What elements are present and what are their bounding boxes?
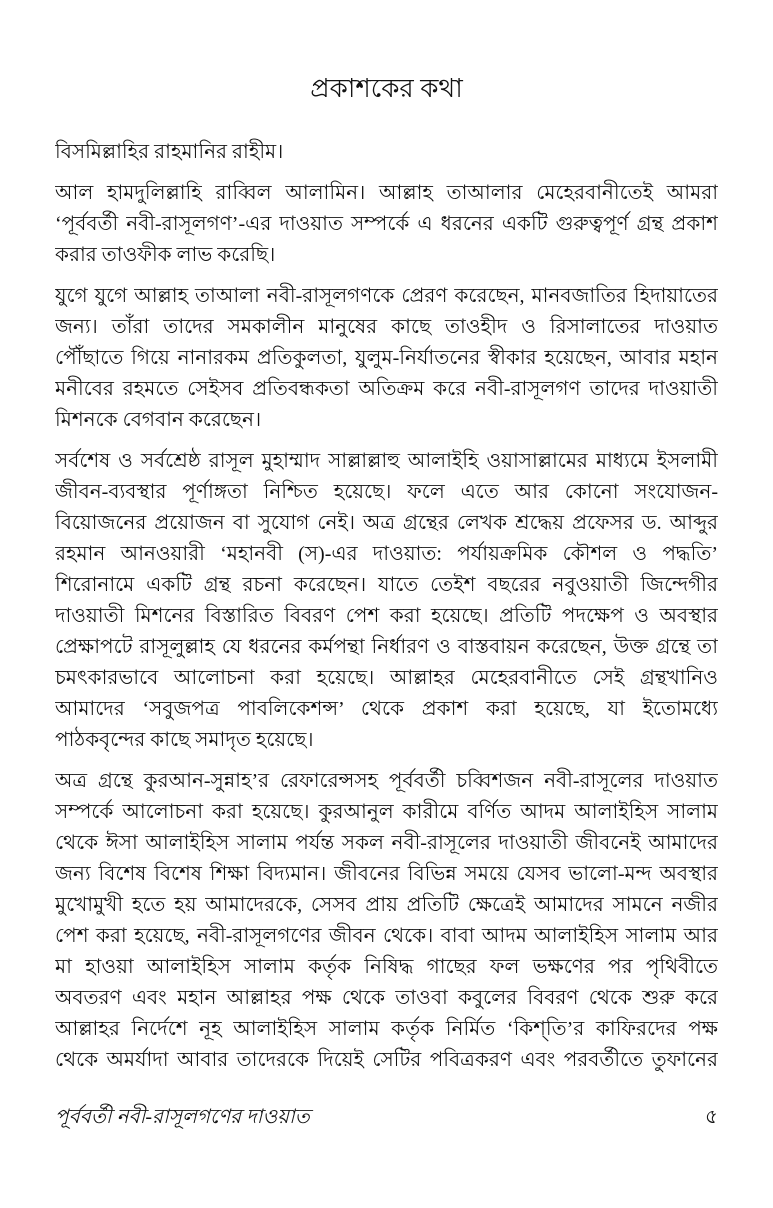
text-line: ‘পূর্ববর্তী নবী-রাসূলগণ’-এর দাওয়াত সম্পর্কে এ ধরনের একটি গুরুত্বপূর্ণ গ্রন্থ প্রকাশ bbox=[55, 213, 718, 235]
text-line: থেকে অমর্যাদা আবার তাদেরকে দিয়েই সেটির পবিত্রকরণ এবং পরবর্তীতে তুফানের bbox=[55, 1049, 718, 1071]
text-line: জীবন-ব্যবস্থার পূর্ণাঙ্গতা নিশ্চিত হয়েছে। ফলে এতে আর কোনো সংযোজন- bbox=[55, 481, 718, 503]
text-line: পৌঁছাতে গিয়ে নানারকম প্রতিকুলতা, যুলুম-নির্যাতনের স্বীকার হয়েছেন, আবার মহান bbox=[55, 347, 718, 369]
text-line: মনীবের রহমতে সেইসব প্রতিবন্ধকতা অতিক্রম করে নবী-রাসূলগণ তাদের দাওয়াতী bbox=[55, 378, 718, 400]
text-line: আল্লাহর নির্দেশে নূহ আলাইহিস সালাম কর্তৃক নির্মিত ‘কিশ্‌তি’র কাফিরদের পক্ষ bbox=[55, 1018, 718, 1040]
text-line: পাঠকবৃন্দের কাছে সমাদৃত হয়েছে। bbox=[55, 729, 314, 751]
paragraph bbox=[55, 766, 718, 1076]
text-line: আল হামদুলিল্লাহি রাব্বিল আলামিন। আল্লাহ তাআলার মেহেরবানীতেই আমরা bbox=[55, 182, 718, 204]
text-line: অবতরণ এবং মহান আল্লাহর পক্ষ থেকে তাওবা কবুলের বিবরণ থেকে শুরু করে bbox=[55, 987, 718, 1009]
paragraphs bbox=[55, 137, 718, 1086]
text-line: সর্বশেষ ও সর্বশ্রেষ্ঠ রাসূল মুহাম্মাদ সাল্লাল্লাহু আলাইহি ওয়াসাল্লামের মাধ্যমে ইসলামী bbox=[55, 450, 718, 472]
paragraph bbox=[55, 281, 718, 436]
paragraph bbox=[55, 178, 718, 271]
text-line: জন্য। তাঁরা তাদের সমকালীন মানুষের কাছে তাওহীদ ও রিসালাতের দাওয়াত bbox=[55, 316, 718, 338]
text-line: থেকে ঈসা আলাইহিস সালাম পর্যন্ত সকল নবী-রাসূলের দাওয়াতী জীবনেই আমাদের bbox=[55, 832, 718, 854]
text-line: প্রেক্ষাপটে রাসূলুল্লাহ যে ধরনের কর্মপন্থা নির্ধারণ ও বাস্তবায়ন করেছেন, উক্ত গ্রন্থে তা bbox=[55, 636, 718, 658]
text-line: চমৎকারভাবে আলোচনা করা হয়েছে। আল্লাহর মেহেরবানীতে সেই গ্রন্থখানিও bbox=[55, 667, 718, 689]
footer-page-number: ৫ bbox=[705, 1106, 718, 1128]
text-line: বিয়োজনের প্রয়োজন বা সুযোগ নেই। অত্র গ্রন্থের লেখক শ্রদ্ধেয় প্রফেসর ড. আব্দুর bbox=[55, 512, 718, 534]
text-line: সম্পর্কে আলোচনা করা হয়েছে। কুরআনুল কারীমে বর্ণিত আদম আলাইহিস সালাম bbox=[55, 801, 718, 823]
text-line: বিসমিল্লাহির রাহমানির রাহীম। bbox=[55, 141, 284, 163]
page-title: প্রকাশকের কথা bbox=[310, 74, 463, 103]
text-line: করার তাওফীক লাভ করেছি। bbox=[55, 244, 276, 266]
text-line: দাওয়াতী মিশনের বিস্তারিত বিবরণ পেশ করা হয়েছে। প্রতিটি পদক্ষেপ ও অবস্থার bbox=[55, 605, 718, 627]
text-line: পেশ করা হয়েছে, নবী-রাসূলগণের জীবন থেকে। বাবা আদম আলাইহিস সালাম আর bbox=[55, 925, 718, 947]
text-line: মুখোমুখী হতে হয় আমাদেরকে, সেসব প্রায় প্রতিটি ক্ষেত্রেই আমাদের সামনে নজীর bbox=[55, 894, 718, 916]
footer-book-title: পূর্ববর্তী নবী-রাসূলগণের দাওয়াত bbox=[55, 1106, 310, 1128]
text-line: মা হাওয়া আলাইহিস সালাম কর্তৃক নিষিদ্ধ গাছের ফল ভক্ষণের পর পৃথিবীতে bbox=[55, 956, 718, 978]
paragraph bbox=[55, 137, 718, 168]
text-line: শিরোনামে একটি গ্রন্থ রচনা করেছেন। যাতে তেইশ বছরের নবুওয়াতী জিন্দেগীর bbox=[55, 574, 718, 596]
text-line: আমাদের ‘সবুজপত্র পাবলিকেশন্স’ থেকে প্রকাশ করা হয়েছে, যা ইতোমধ্যে bbox=[55, 698, 718, 720]
text-line: অত্র গ্রন্থে কুরআন-সুন্নাহ’র রেফারেন্সসহ পূর্ববর্তী চব্বিশজন নবী-রাসূলের দাওয়াত bbox=[55, 770, 718, 792]
paragraph bbox=[55, 446, 718, 756]
text-line: যুগে যুগে আল্লাহ তাআলা নবী-রাসূলগণকে প্রেরণ করেছেন, মানবজাতির হিদায়াতের bbox=[55, 285, 718, 307]
text-line: রহমান আনওয়ারী ‘মহানবী (স)-এর দাওয়াত: পর্যায়ক্রমিক কৌশল ও পদ্ধতি’ bbox=[55, 543, 718, 565]
page-footer bbox=[55, 1102, 718, 1133]
text-line: জন্য বিশেষ বিশেষ শিক্ষা বিদ্যমান। জীবনের বিভিন্ন সময়ে যেসব ভালো-মন্দ অবস্থার bbox=[55, 863, 718, 885]
text-line: মিশনকে বেগবান করেছেন। bbox=[55, 409, 262, 431]
